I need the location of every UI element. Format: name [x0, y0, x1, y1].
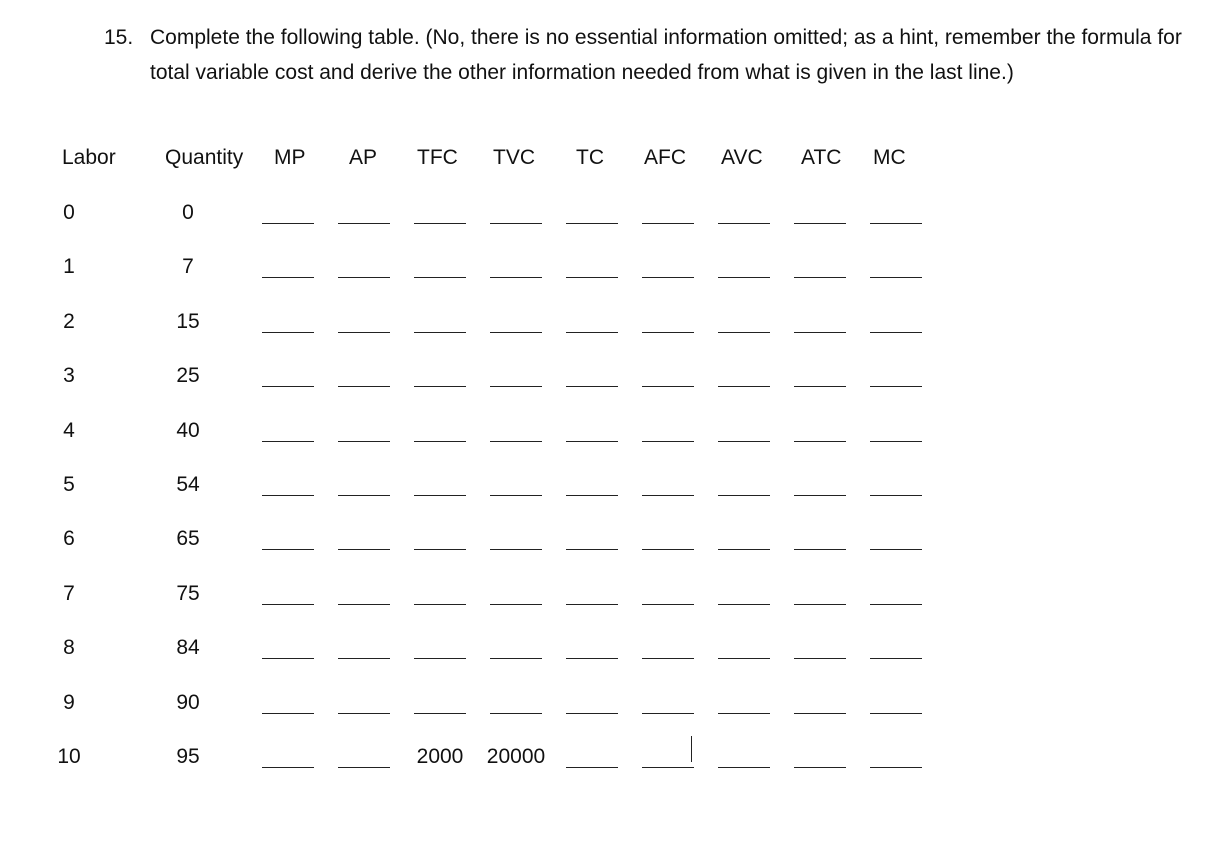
tfc-value: 2000	[416, 745, 464, 768]
tvc-blank[interactable]	[490, 713, 542, 714]
atc-blank[interactable]	[794, 767, 846, 768]
tvc-blank[interactable]	[490, 604, 542, 605]
header-labor: Labor	[62, 146, 116, 169]
mp-blank[interactable]	[262, 549, 314, 550]
mp-blank[interactable]	[262, 332, 314, 333]
header-tc: TC	[576, 146, 604, 169]
afc-blank[interactable]	[642, 277, 694, 278]
ap-blank[interactable]	[338, 441, 390, 442]
quantity-cell: 95	[176, 745, 200, 768]
header-mp: MP	[274, 146, 306, 169]
tvc-blank[interactable]	[490, 658, 542, 659]
mp-blank[interactable]	[262, 223, 314, 224]
tfc-blank[interactable]	[414, 604, 466, 605]
mp-blank[interactable]	[262, 713, 314, 714]
header-tfc: TFC	[417, 146, 458, 169]
tvc-value: 20000	[486, 745, 546, 768]
mc-blank[interactable]	[870, 223, 922, 224]
avc-blank[interactable]	[718, 495, 770, 496]
tc-blank[interactable]	[566, 495, 618, 496]
afc-blank[interactable]	[642, 386, 694, 387]
afc-blank[interactable]	[642, 604, 694, 605]
tc-blank[interactable]	[566, 223, 618, 224]
labor-cell: 7	[63, 582, 75, 605]
text-cursor	[691, 736, 692, 762]
labor-cell: 2	[63, 310, 75, 333]
mp-blank[interactable]	[262, 767, 314, 768]
avc-blank[interactable]	[718, 604, 770, 605]
tc-blank[interactable]	[566, 767, 618, 768]
ap-blank[interactable]	[338, 604, 390, 605]
tfc-blank[interactable]	[414, 332, 466, 333]
mc-blank[interactable]	[870, 713, 922, 714]
atc-blank[interactable]	[794, 332, 846, 333]
atc-blank[interactable]	[794, 713, 846, 714]
afc-blank[interactable]	[642, 767, 694, 768]
quantity-cell: 84	[176, 636, 200, 659]
quantity-cell: 75	[176, 582, 200, 605]
labor-cell: 1	[63, 255, 75, 278]
mc-blank[interactable]	[870, 441, 922, 442]
mc-blank[interactable]	[870, 277, 922, 278]
header-ap: AP	[349, 146, 378, 169]
ap-blank[interactable]	[338, 713, 390, 714]
tc-blank[interactable]	[566, 277, 618, 278]
atc-blank[interactable]	[794, 441, 846, 442]
labor-cell: 6	[63, 527, 75, 550]
avc-blank[interactable]	[718, 441, 770, 442]
tc-blank[interactable]	[566, 332, 618, 333]
atc-blank[interactable]	[794, 604, 846, 605]
mc-blank[interactable]	[870, 658, 922, 659]
avc-blank[interactable]	[718, 386, 770, 387]
labor-cell: 5	[63, 473, 75, 496]
question	[104, 20, 1184, 90]
tc-blank[interactable]	[566, 549, 618, 550]
afc-blank[interactable]	[642, 223, 694, 224]
quantity-cell: 90	[176, 691, 200, 714]
mc-blank[interactable]	[870, 495, 922, 496]
header-mc: MC	[873, 146, 906, 169]
atc-blank[interactable]	[794, 223, 846, 224]
tvc-blank[interactable]	[490, 332, 542, 333]
avc-blank[interactable]	[718, 223, 770, 224]
mc-blank[interactable]	[870, 332, 922, 333]
quantity-cell: 0	[182, 201, 194, 224]
ap-blank[interactable]	[338, 658, 390, 659]
tfc-blank[interactable]	[414, 549, 466, 550]
tfc-blank[interactable]	[414, 495, 466, 496]
header-afc: AFC	[644, 146, 686, 169]
mp-blank[interactable]	[262, 604, 314, 605]
atc-blank[interactable]	[794, 386, 846, 387]
header-avc: AVC	[721, 146, 763, 169]
tc-blank[interactable]	[566, 713, 618, 714]
quantity-cell: 7	[182, 255, 194, 278]
atc-blank[interactable]	[794, 277, 846, 278]
avc-blank[interactable]	[718, 658, 770, 659]
tvc-blank[interactable]	[490, 386, 542, 387]
ap-blank[interactable]	[338, 332, 390, 333]
afc-blank[interactable]	[642, 713, 694, 714]
mp-blank[interactable]	[262, 386, 314, 387]
tvc-blank[interactable]	[490, 549, 542, 550]
afc-blank[interactable]	[642, 495, 694, 496]
ap-blank[interactable]	[338, 549, 390, 550]
mc-blank[interactable]	[870, 604, 922, 605]
tvc-blank[interactable]	[490, 495, 542, 496]
mc-blank[interactable]	[870, 386, 922, 387]
avc-blank[interactable]	[718, 767, 770, 768]
mp-blank[interactable]	[262, 495, 314, 496]
tfc-blank[interactable]	[414, 713, 466, 714]
header-tvc: TVC	[493, 146, 535, 169]
labor-cell: 9	[63, 691, 75, 714]
atc-blank[interactable]	[794, 549, 846, 550]
afc-blank[interactable]	[642, 441, 694, 442]
tc-blank[interactable]	[566, 604, 618, 605]
tfc-blank[interactable]	[414, 386, 466, 387]
labor-cell: 8	[63, 636, 75, 659]
tvc-blank[interactable]	[490, 223, 542, 224]
question-text: Complete the following table. (No, there is no essential information omitted; as a hint, remember the formula for total variable cost and derive the other information needed from what is given in the last line.)	[150, 26, 1182, 84]
header-quantity: Quantity	[165, 146, 244, 169]
quantity-cell: 25	[176, 364, 200, 387]
question-number: 15.	[104, 26, 134, 49]
ap-blank[interactable]	[338, 767, 390, 768]
ap-blank[interactable]	[338, 386, 390, 387]
avc-blank[interactable]	[718, 713, 770, 714]
quantity-cell: 54	[176, 473, 200, 496]
afc-blank[interactable]	[642, 332, 694, 333]
avc-blank[interactable]	[718, 332, 770, 333]
mp-blank[interactable]	[262, 277, 314, 278]
afc-blank[interactable]	[642, 549, 694, 550]
atc-blank[interactable]	[794, 495, 846, 496]
ap-blank[interactable]	[338, 277, 390, 278]
quantity-cell: 15	[176, 310, 200, 333]
labor-cell: 0	[63, 201, 75, 224]
ap-blank[interactable]	[338, 495, 390, 496]
tfc-blank[interactable]	[414, 223, 466, 224]
mc-blank[interactable]	[870, 549, 922, 550]
tvc-blank[interactable]	[490, 441, 542, 442]
atc-blank[interactable]	[794, 658, 846, 659]
quantity-cell: 65	[176, 527, 200, 550]
labor-cell: 10	[57, 745, 81, 768]
header-atc: ATC	[801, 146, 842, 169]
mc-blank[interactable]	[870, 767, 922, 768]
tc-blank[interactable]	[566, 441, 618, 442]
tvc-blank[interactable]	[490, 277, 542, 278]
mp-blank[interactable]	[262, 441, 314, 442]
labor-cell: 4	[63, 419, 75, 442]
labor-cell: 3	[63, 364, 75, 387]
tfc-blank[interactable]	[414, 277, 466, 278]
tc-blank[interactable]	[566, 658, 618, 659]
ap-blank[interactable]	[338, 223, 390, 224]
tc-blank[interactable]	[566, 386, 618, 387]
tfc-blank[interactable]	[414, 658, 466, 659]
avc-blank[interactable]	[718, 549, 770, 550]
mp-blank[interactable]	[262, 658, 314, 659]
avc-blank[interactable]	[718, 277, 770, 278]
quantity-cell: 40	[176, 419, 200, 442]
tfc-blank[interactable]	[414, 441, 466, 442]
afc-blank[interactable]	[642, 658, 694, 659]
